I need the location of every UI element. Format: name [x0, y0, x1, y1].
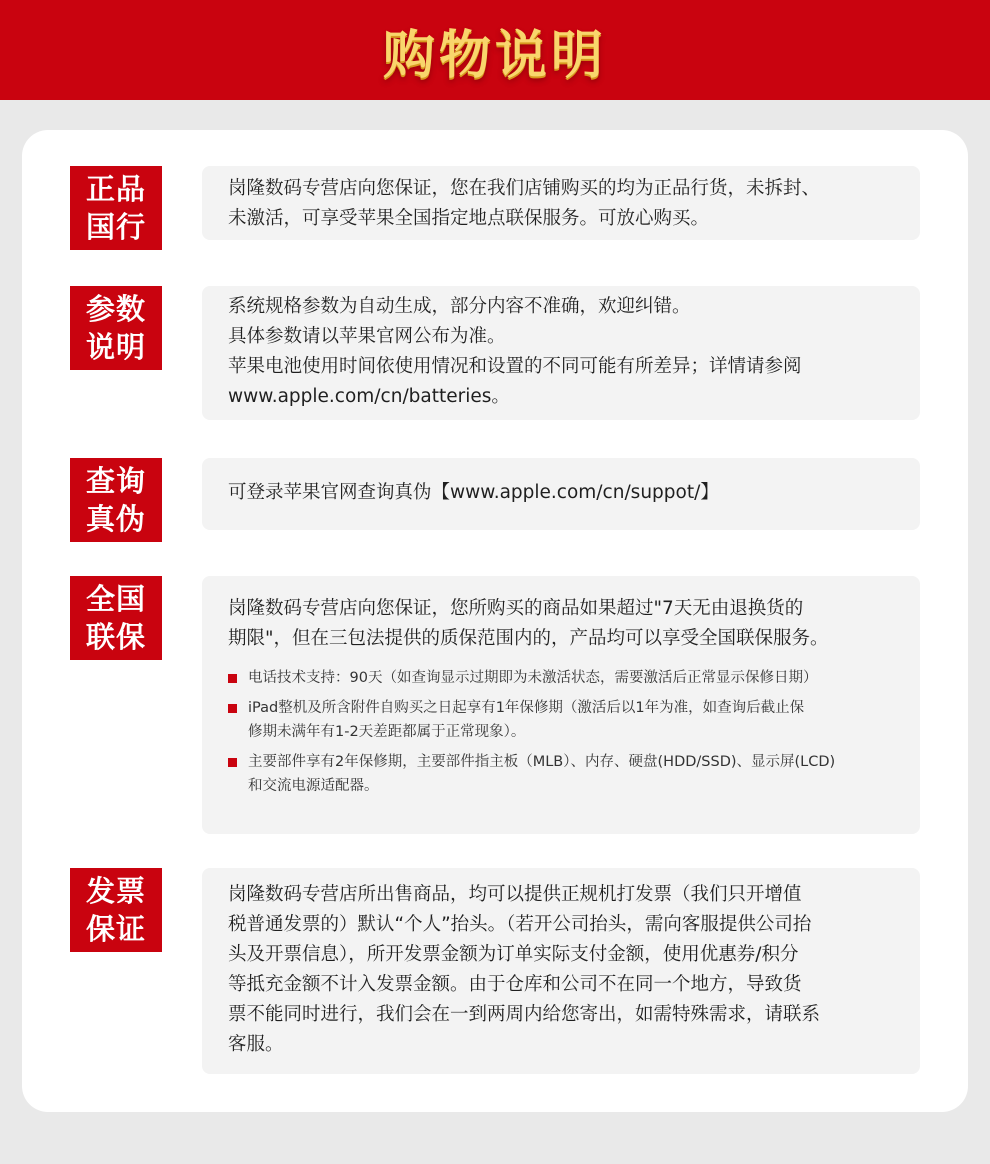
tag-line: 查询	[85, 464, 146, 498]
section-tag	[70, 576, 162, 660]
text-line: www.apple.com/cn/batteries。	[228, 386, 510, 407]
section-text-box	[202, 458, 920, 530]
text-line: 系统规格参数为自动生成，部分内容不准确，欢迎纠错。	[228, 296, 691, 317]
list-item	[228, 696, 894, 744]
text-line: 未激活，可享受苹果全国指定地点联保服务。可放心购买。	[228, 208, 710, 229]
section-text-box	[202, 868, 920, 1074]
text-line: 等抵充金额不计入发票金额。由于仓库和公司不在同一个地方，导致货	[228, 974, 802, 995]
section-text-box	[202, 576, 920, 834]
text-line: 期限"，但在三包法提供的质保范围内的，产品均可以享受全国联保服务。	[228, 628, 829, 649]
tag-line: 真伪	[85, 502, 146, 536]
tag-line: 国行	[85, 210, 146, 244]
section-tag	[70, 286, 162, 370]
tag-line: 全国	[85, 582, 146, 616]
header-banner	[0, 0, 990, 100]
list-item	[228, 750, 894, 798]
text-line: 税普通发票的）默认“个人”抬头。（若开公司抬头，需向客服提供公司抬	[228, 914, 812, 935]
content-card	[22, 130, 968, 1112]
text-line: 岗隆数码专营店向您保证，您所购买的商品如果超过"7天无由退换货的	[228, 598, 804, 619]
list-item	[228, 666, 894, 690]
text-line: 岗隆数码专营店所出售商品，均可以提供正规机打发票（我们只开增值	[228, 884, 802, 905]
bullet-line: 修期未满年有1-2天差距都属于正常现象）。	[248, 724, 526, 740]
section-tag	[70, 166, 162, 250]
section-tag	[70, 868, 162, 952]
section-tag	[70, 458, 162, 542]
warranty-bullet-list	[228, 666, 894, 798]
tag-line: 说明	[85, 330, 146, 364]
square-bullet-icon	[228, 674, 237, 683]
bullet-line: iPad整机及所含附件自购买之日起享有1年保修期（激活后以1年为准，如查询后截止保	[248, 700, 805, 716]
bullet-line: 电话技术支持：90天（如查询显示过期即为未激活状态，需要激活后正常显示保修日期）	[248, 670, 818, 686]
tag-line: 正品	[85, 172, 146, 206]
text-line: 票不能同时进行，我们会在一到两周内给您寄出，如需特殊需求，请联系	[228, 1004, 821, 1025]
square-bullet-icon	[228, 704, 237, 713]
page-title: 购物说明	[382, 25, 607, 86]
text-line: 苹果电池使用时间依使用情况和设置的不同可能有所差异；详情请参阅	[228, 356, 802, 377]
square-bullet-icon	[228, 758, 237, 767]
section-text-box	[202, 166, 920, 240]
section-text-box	[202, 286, 920, 420]
text-line: 具体参数请以苹果官网公布为准。	[228, 326, 506, 347]
bullet-line: 主要部件享有2年保修期，主要部件指主板（MLB）、内存、硬盘(HDD/SSD)、显示屏(LCD)	[248, 754, 836, 770]
tag-line: 联保	[85, 620, 146, 654]
tag-line: 参数	[85, 292, 146, 326]
verify-link-text[interactable]: 可登录苹果官网查询真伪【www.apple.com/cn/suppot/】	[228, 482, 719, 503]
tag-line: 发票	[85, 874, 146, 908]
text-line: 头及开票信息），所开发票金额为订单实际支付金额，使用优惠券/积分	[228, 944, 799, 965]
text-line: 岗隆数码专营店向您保证，您在我们店铺购买的均为正品行货，未拆封、	[228, 178, 821, 199]
tag-line: 保证	[85, 912, 146, 946]
bullet-line: 和交流电源适配器。	[248, 778, 379, 794]
text-line: 客服。	[228, 1034, 284, 1055]
